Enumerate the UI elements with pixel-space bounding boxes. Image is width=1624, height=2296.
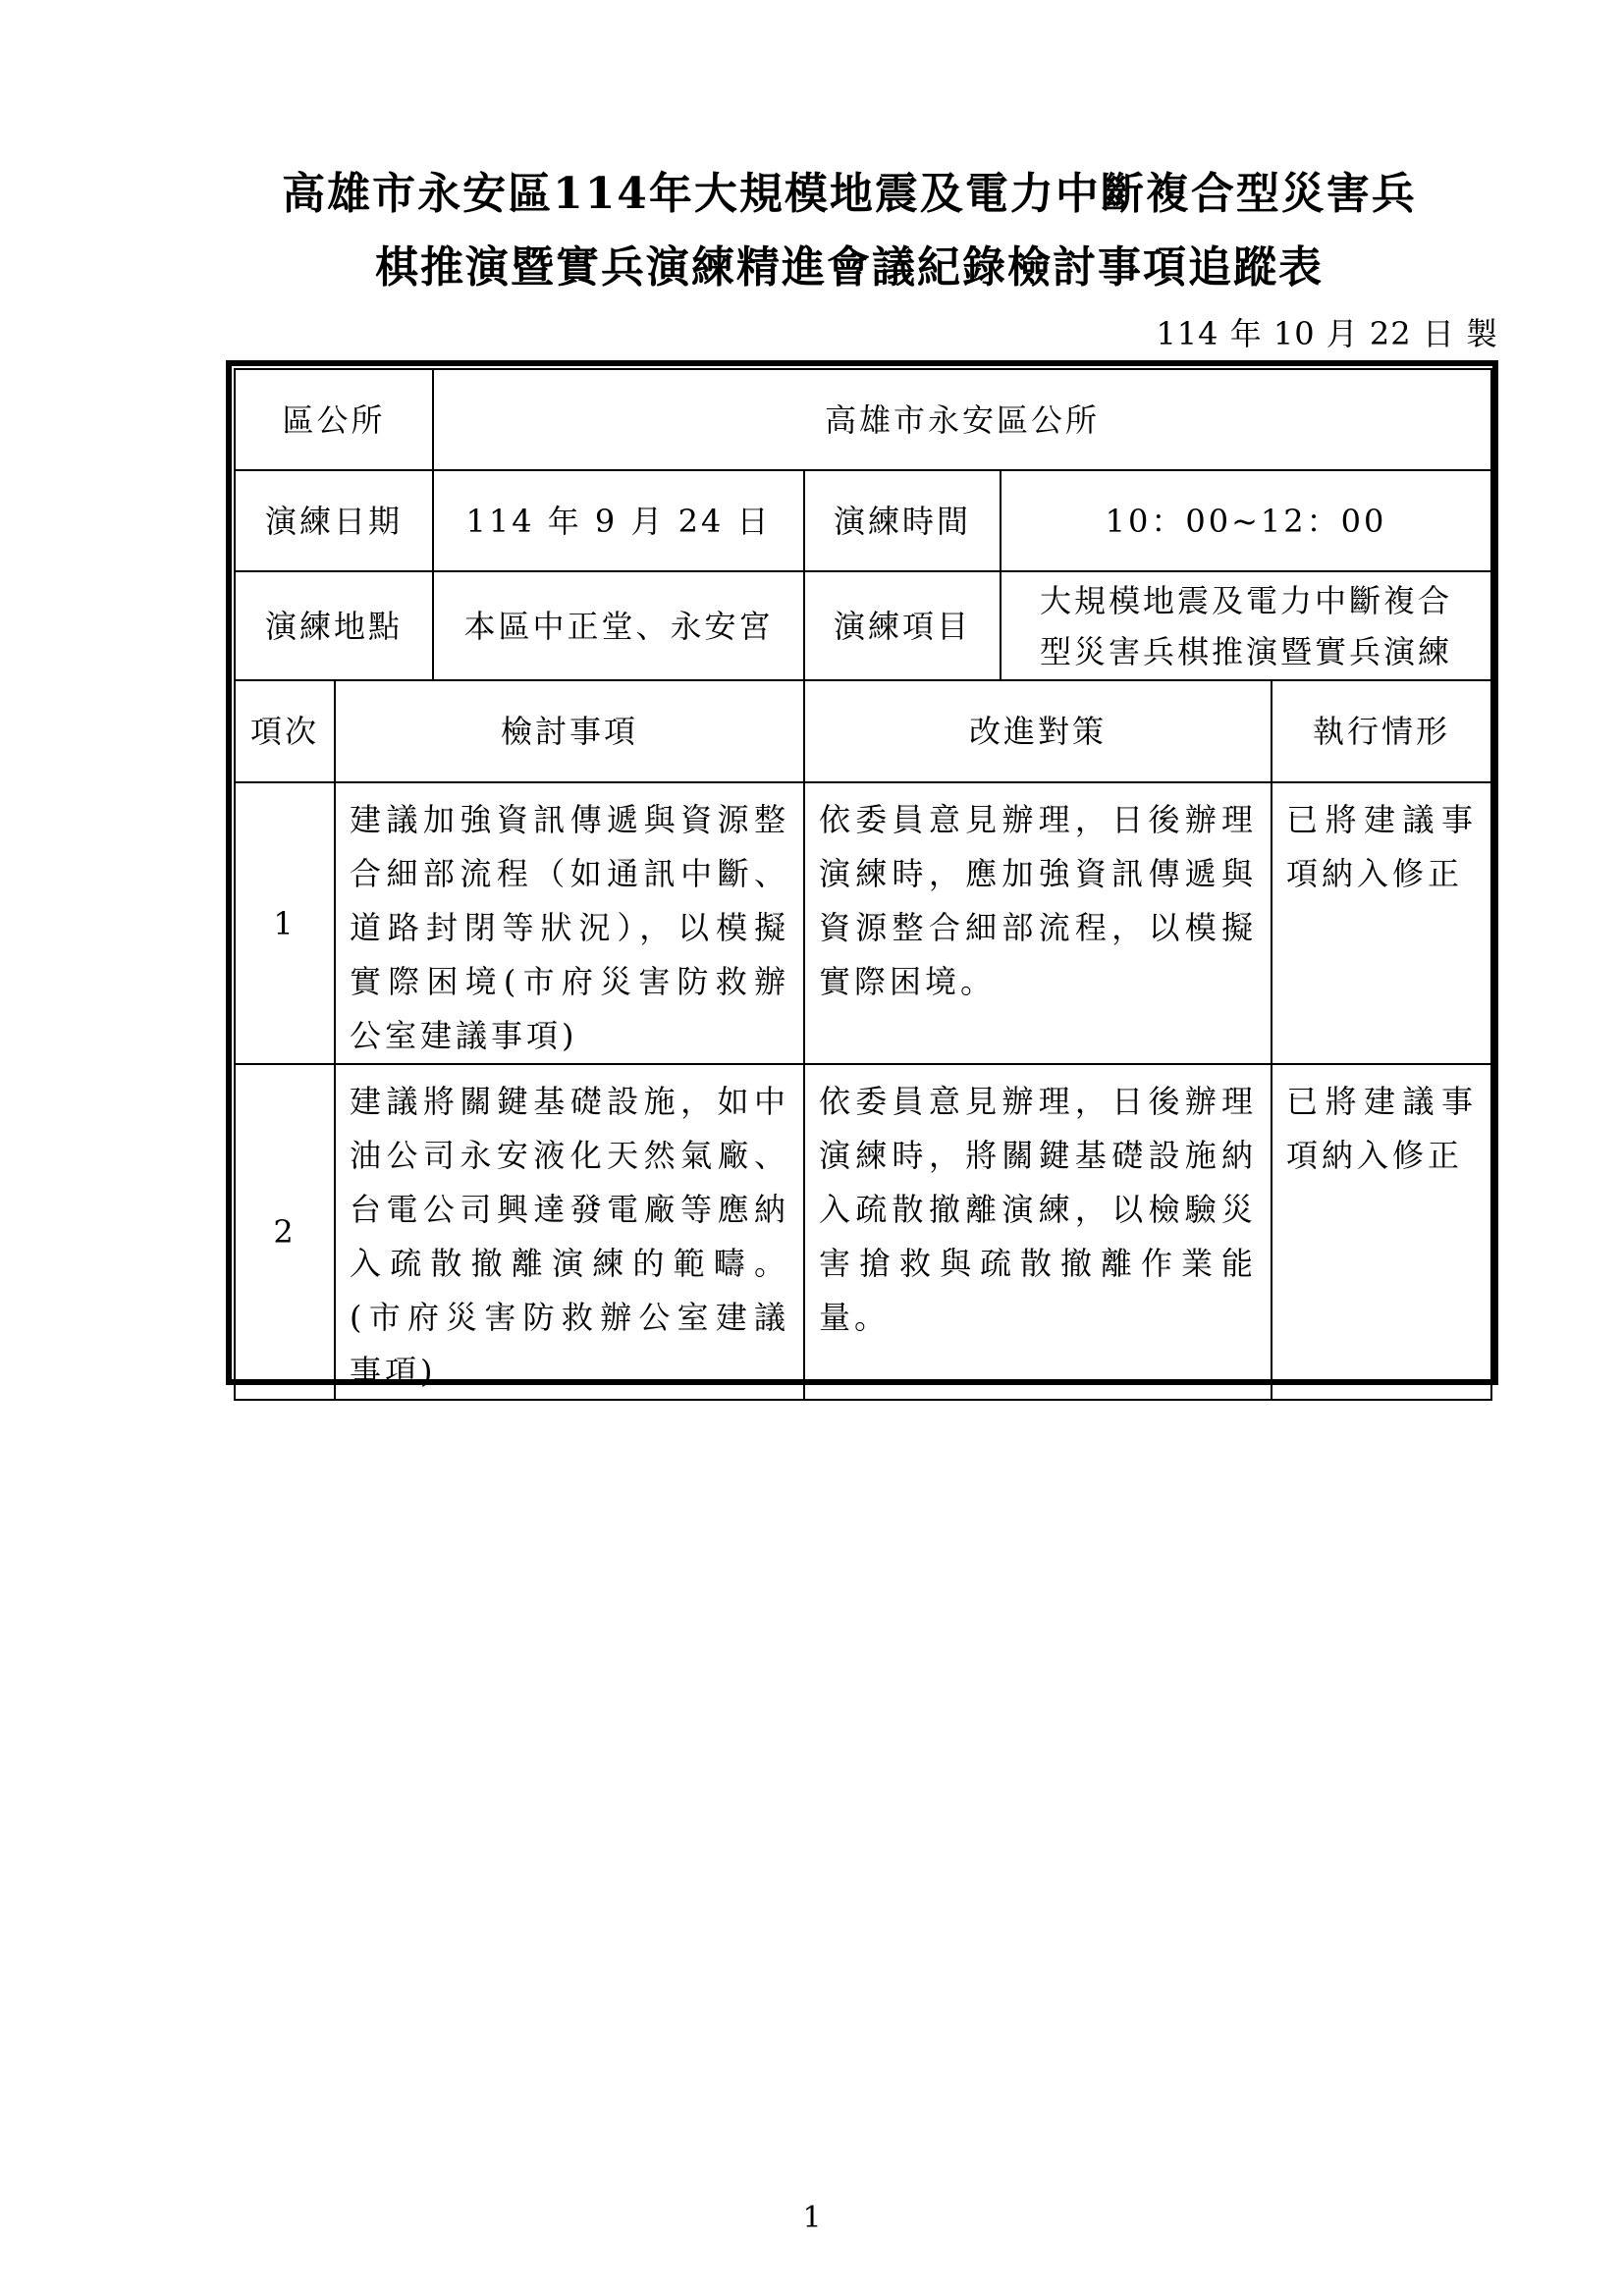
district-office-value: 高雄市永安區公所: [433, 369, 1491, 470]
table-row: [235, 782, 1491, 1064]
header-no: 項次: [235, 680, 335, 782]
drill-item-value: [1001, 571, 1491, 680]
drill-item-value-line-2: 型災害兵棋推演暨實兵演練: [1040, 632, 1453, 670]
drill-time-label: 演練時間: [804, 470, 1001, 571]
drill-date-label: 演練日期: [235, 470, 433, 571]
drill-item-label: 演練項目: [804, 571, 1001, 680]
header-status: 執行情形: [1272, 680, 1491, 782]
drill-location-label: 演練地點: [235, 571, 433, 680]
made-date: 114 年 10 月 22 日 製: [1156, 315, 1498, 352]
header-measure: 改進對策: [804, 680, 1272, 782]
row-issue: 建議將關鍵基礎設施，如中油公司永安液化天然氣廠、台電公司興達發電廠等應納入疏散撤離演練的範疇。(市府災害防救辦公室建議事項): [335, 1064, 804, 1400]
tracking-form: [226, 360, 1498, 1390]
row-no: 2: [235, 1064, 335, 1400]
drill-time-value: 10：00~12：00: [1001, 470, 1491, 571]
row-measure: 依委員意見辦理，日後辦理演練時，將關鍵基礎設施納入疏散撤離演練，以檢驗災害搶救與疏散撤離作業能量。: [804, 1064, 1272, 1400]
review-header-row: [235, 680, 1491, 782]
page-number: 1: [802, 2201, 822, 2235]
drill-date-row: [235, 470, 1491, 571]
document-title-line-1: 高雄市永安區114年大規模地震及電力中斷複合型災害兵: [282, 169, 1417, 219]
tracking-table: [234, 368, 1492, 1401]
drill-date-value: 114 年 9 月 24 日: [433, 470, 804, 571]
row-status: 已將建議事項納入修正: [1272, 782, 1491, 1064]
row-no: 1: [235, 782, 335, 1064]
district-office-label: 區公所: [235, 369, 433, 470]
document-title-line-2: 棋推演暨實兵演練精進會議紀錄檢討事項追蹤表: [375, 242, 1324, 293]
header-issue: 檢討事項: [335, 680, 804, 782]
drill-location-row: [235, 571, 1491, 680]
row-measure: 依委員意見辦理，日後辦理演練時，應加強資訊傳遞與資源整合細部流程，以模擬實際困境。: [804, 782, 1272, 1064]
row-status: 已將建議事項納入修正: [1272, 1064, 1491, 1400]
drill-location-value: 本區中正堂、永安宮: [433, 571, 804, 680]
table-row: [235, 1064, 1491, 1400]
drill-item-value-line-1: 大規模地震及電力中斷複合: [1040, 581, 1453, 619]
district-office-row: [235, 369, 1491, 470]
row-issue: 建議加強資訊傳遞與資源整合細部流程（如通訊中斷、道路封閉等狀況），以模擬實際困境(市府災害防救辦公室建議事項): [335, 782, 804, 1064]
